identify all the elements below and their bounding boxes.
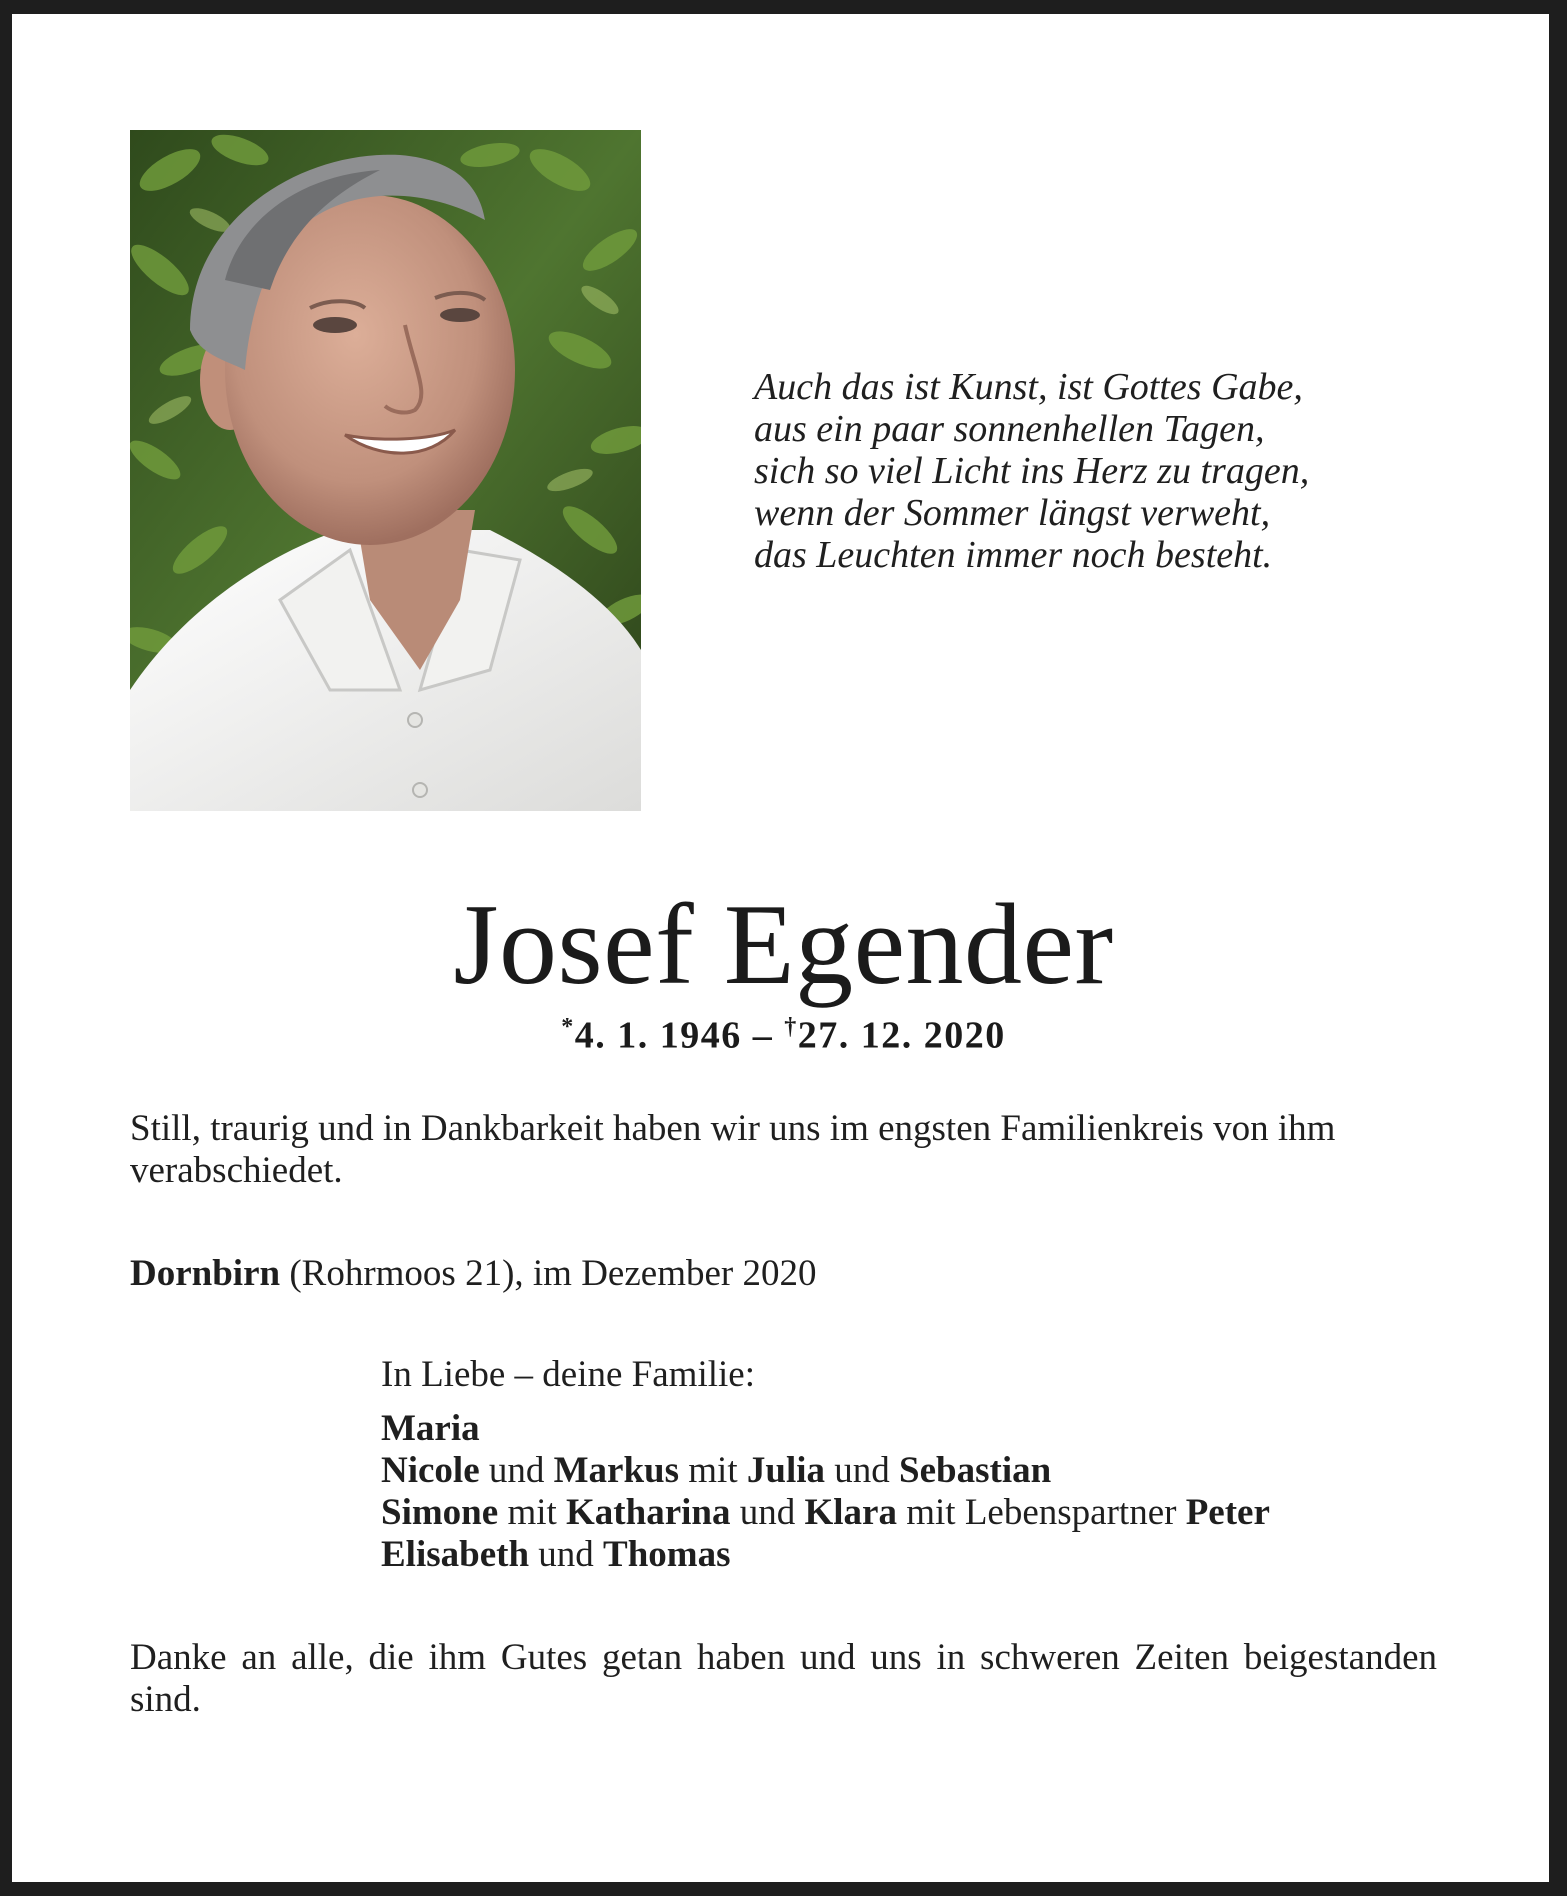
family-member-name: Sebastian — [899, 1450, 1052, 1491]
family-heading: In Liebe – deine Familie: — [381, 1354, 755, 1395]
intro-text: Still, traurig und in Dankbarkeit haben wir uns im engsten Familienkreis von ihm verabschiedet. — [130, 1108, 1336, 1191]
family-line — [381, 1450, 1441, 1492]
family-member-name: Thomas — [603, 1534, 731, 1575]
poem-line: aus ein paar sonnenhellen Tagen, — [754, 408, 1265, 450]
birth-symbol: * — [561, 1014, 575, 1040]
family-member-name: Peter — [1185, 1492, 1270, 1533]
family-member-name: Julia — [746, 1450, 826, 1491]
portrait-photo — [130, 130, 641, 811]
family-member-name: Elisabeth — [381, 1534, 530, 1575]
family-connector: und — [825, 1450, 900, 1491]
family-connector: mit — [498, 1492, 567, 1533]
family-connector: mit Lebenspartner — [896, 1492, 1186, 1533]
family-block — [381, 1354, 1441, 1576]
family-connector: mit — [679, 1450, 747, 1491]
family-member-name: Markus — [553, 1450, 680, 1491]
family-members — [381, 1408, 1441, 1576]
poem-line: Auch das ist Kunst, ist Gottes Gabe, — [754, 366, 1303, 408]
family-line — [381, 1534, 1441, 1576]
place-city: Dornbirn — [130, 1253, 281, 1294]
deceased-name: Josef Egender — [453, 881, 1114, 1009]
family-line — [381, 1492, 1441, 1534]
poem-line: sich so viel Licht ins Herz zu tragen, — [754, 450, 1310, 492]
poem — [754, 366, 1394, 576]
portrait-image — [130, 130, 641, 811]
family-member-name: Maria — [381, 1408, 480, 1449]
life-dates — [0, 1002, 1567, 1061]
family-connector: und — [479, 1450, 554, 1491]
place-rest: (Rohrmoos 21), im Dezember 2020 — [280, 1253, 817, 1294]
family-member-name: Nicole — [381, 1450, 480, 1491]
thanks-text: Danke an alle, die ihm Gutes getan haben und uns in schweren Zeiten beigestanden sind. — [130, 1637, 1437, 1720]
family-member-name: Katharina — [566, 1492, 731, 1533]
date-separator: – — [741, 1014, 785, 1057]
family-connector: und — [529, 1534, 604, 1575]
family-member-name: Simone — [381, 1492, 499, 1533]
family-member-name: Klara — [804, 1492, 897, 1533]
family-connector: und — [730, 1492, 805, 1533]
family-line — [381, 1408, 1441, 1450]
death-symbol: † — [784, 1014, 798, 1040]
death-date: 27. 12. 2020 — [797, 1014, 1006, 1057]
birth-date: 4. 1. 1946 — [574, 1014, 742, 1057]
poem-line: das Leuchten immer noch besteht. — [754, 534, 1273, 576]
poem-line: wenn der Sommer längst verweht, — [754, 492, 1271, 534]
place-line — [130, 1253, 1437, 1295]
